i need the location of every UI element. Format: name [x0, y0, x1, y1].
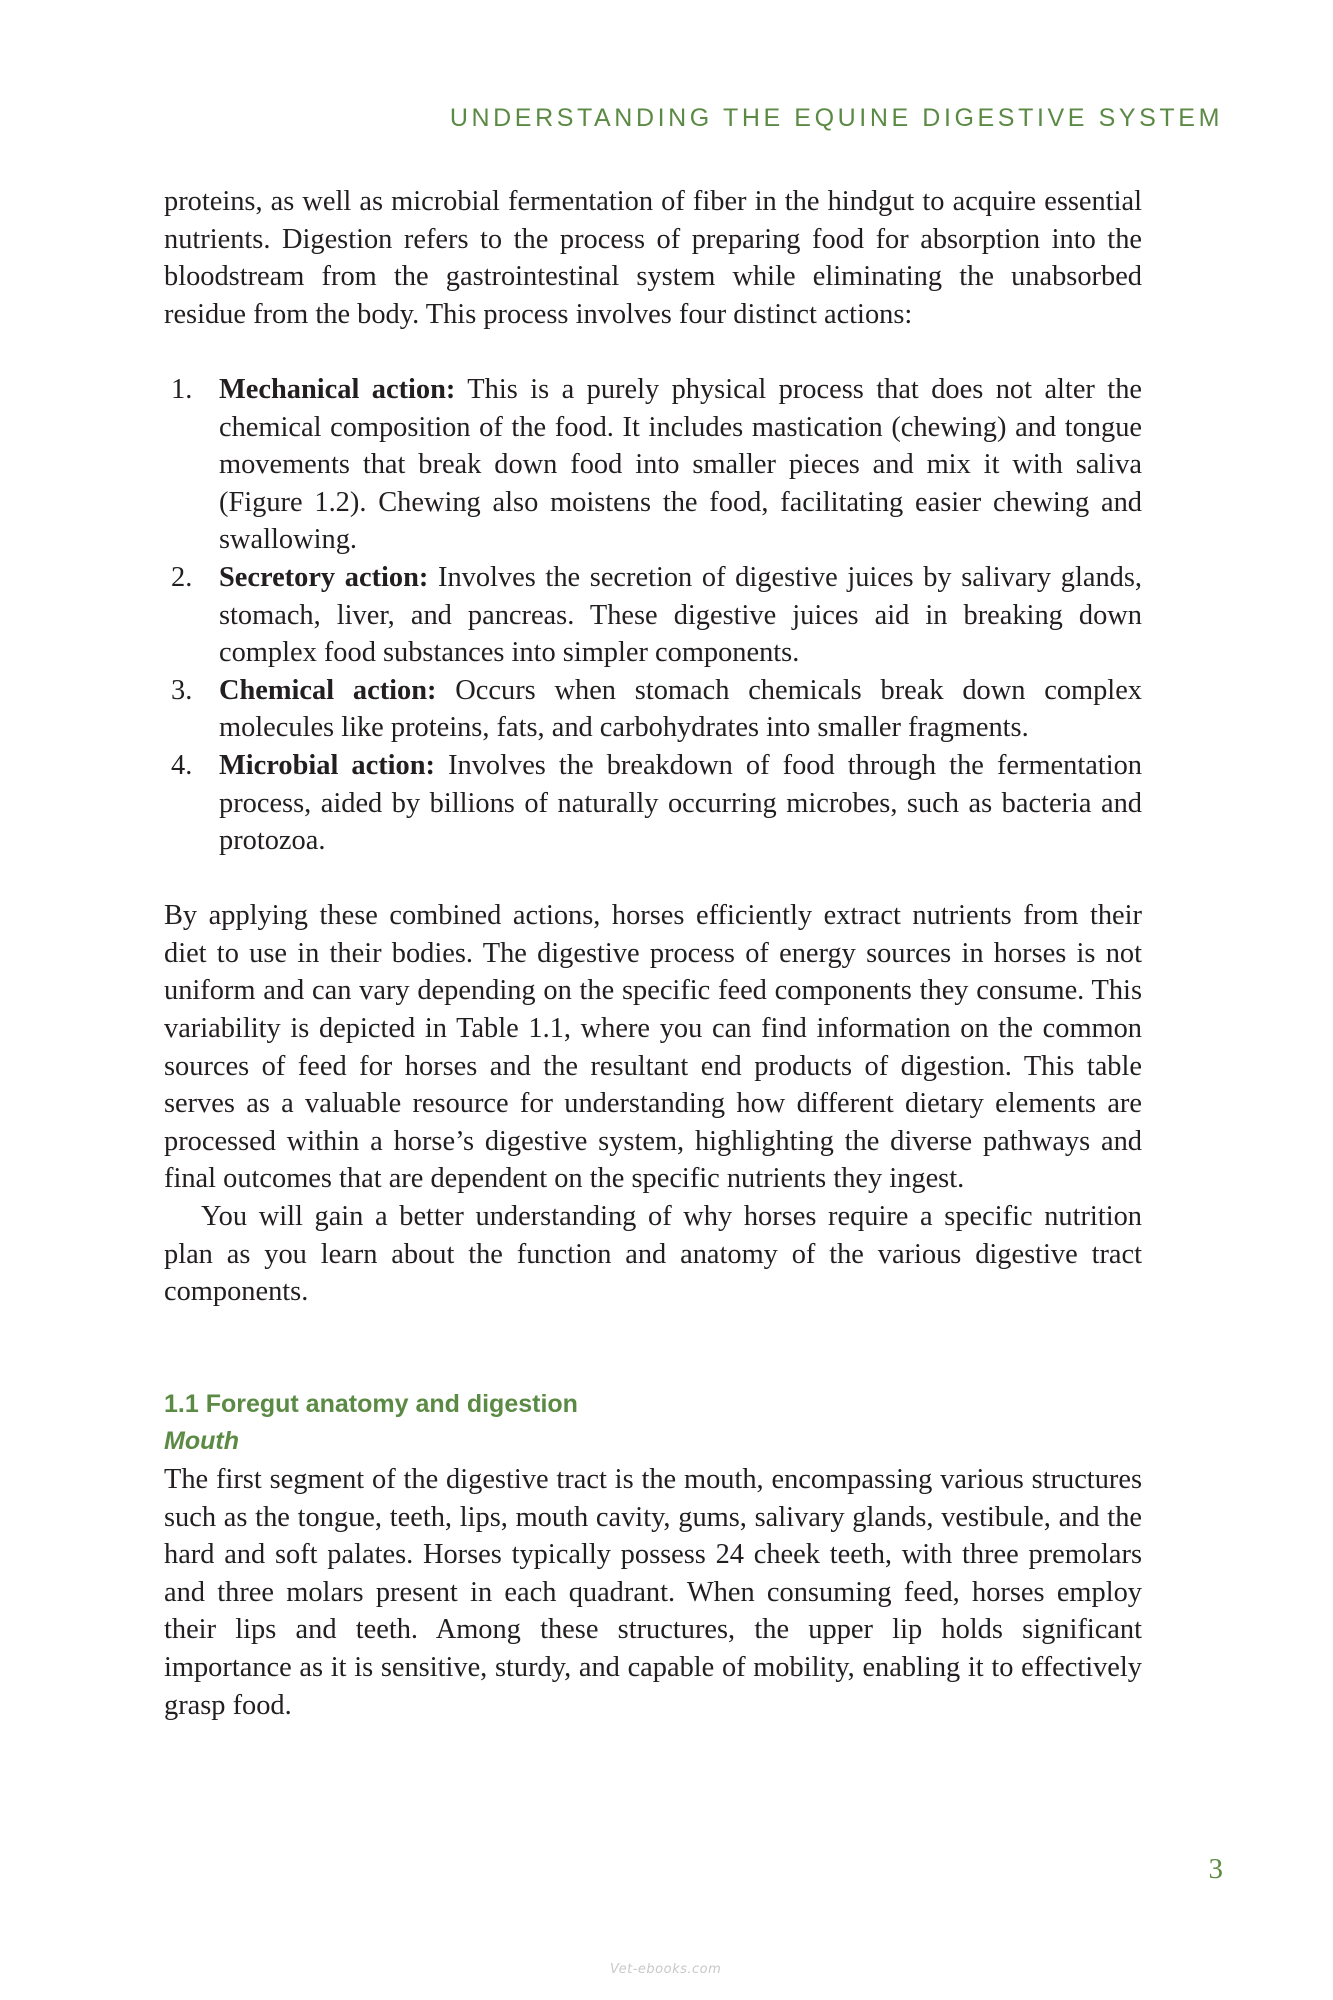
list-item-lead: Chemical action:	[219, 674, 437, 706]
list-item	[164, 559, 1142, 672]
list-item	[164, 747, 1142, 860]
running-head: UNDERSTANDING THE EQUINE DIGESTIVE SYSTEM	[449, 104, 1223, 132]
list-item-lead: Mechanical action:	[219, 373, 456, 405]
list-item-text: Occurs when stomach chemicals break down complex molecules like proteins, fats, and carbohydrates into smaller fragments.	[219, 674, 1142, 744]
list-item-lead: Microbial action:	[219, 749, 435, 781]
list-item-number: 1.	[171, 373, 193, 405]
list-item-text: Involves the breakdown of food through the fermentation process, aided by billions of naturally occurring microbes, such as bacteria and protozoa.	[219, 749, 1142, 857]
intro-paragraph: proteins, as well as microbial fermentation of fiber in the hindgut to acquire essential nutrients. Digestion refers to the process of preparing food for absorption into the bloodstream from the gastrointestinal system while eliminating the unabsorbed residue from the body. This process involves four distinct actions:	[164, 186, 1142, 330]
watermark: Vet-ebooks.com	[610, 1962, 722, 1977]
list-item	[164, 371, 1142, 559]
page-number: 3	[1208, 1853, 1223, 1885]
list-item-number: 4.	[171, 749, 193, 781]
list-item-text: Involves the secretion of digestive juices by salivary glands, stomach, liver, and pancreas. These digestive juices aid in breaking down complex food substances into simpler components.	[219, 561, 1142, 669]
list-item-text: This is a purely physical process that does not alter the chemical composition of the food. It includes mastication (chewing) and tongue movements that break down food into smaller pieces and mix it with saliva (Figure 1.2). Chewing also moistens the food, facilitating easier chewing and swallowing.	[219, 373, 1142, 556]
sub-heading: Mouth	[164, 1427, 239, 1456]
list-item	[164, 672, 1142, 747]
body-paragraph: The first segment of the digestive tract is the mouth, encompassing various structures such as the tongue, teeth, lips, mouth cavity, gums, salivary glands, vestibule, and the hard and soft palates. Horses typically possess 24 cheek teeth, with three premolars and three molars present in each quadrant. When consuming feed, horses employ their lips and teeth. Among these structures, the upper lip holds significant importance as it is sensitive, sturdy, and capable of mobility, enabling it to effectively grasp food.	[164, 1464, 1142, 1721]
digestive-actions-list	[164, 371, 1142, 860]
list-item-number: 2.	[171, 561, 193, 593]
page-body	[164, 183, 1142, 1724]
body-paragraph: You will gain a better understanding of why horses require a specific nutrition plan as you learn about the function and anatomy of the various digestive tract components.	[164, 1201, 1142, 1308]
body-paragraph: By applying these combined actions, horses efficiently extract nutrients from their diet to use in their bodies. The digestive process of energy sources in horses is not uniform and can vary depending on the specific feed components they consume. This variability is depicted in Table 1.1, where you can find information on the common sources of feed for horses and the resultant end products of digestion. This table serves as a valuable resource for understanding how different dietary elements are processed within a horse’s digestive system, highlighting the diverse pathways and final outcomes that are dependent on the specific nutrients they ingest.	[164, 900, 1142, 1195]
section-heading: 1.1 Foregut anatomy and digestion	[164, 1389, 578, 1418]
list-item-lead: Secretory action:	[219, 561, 429, 593]
list-item-number: 3.	[171, 674, 193, 706]
